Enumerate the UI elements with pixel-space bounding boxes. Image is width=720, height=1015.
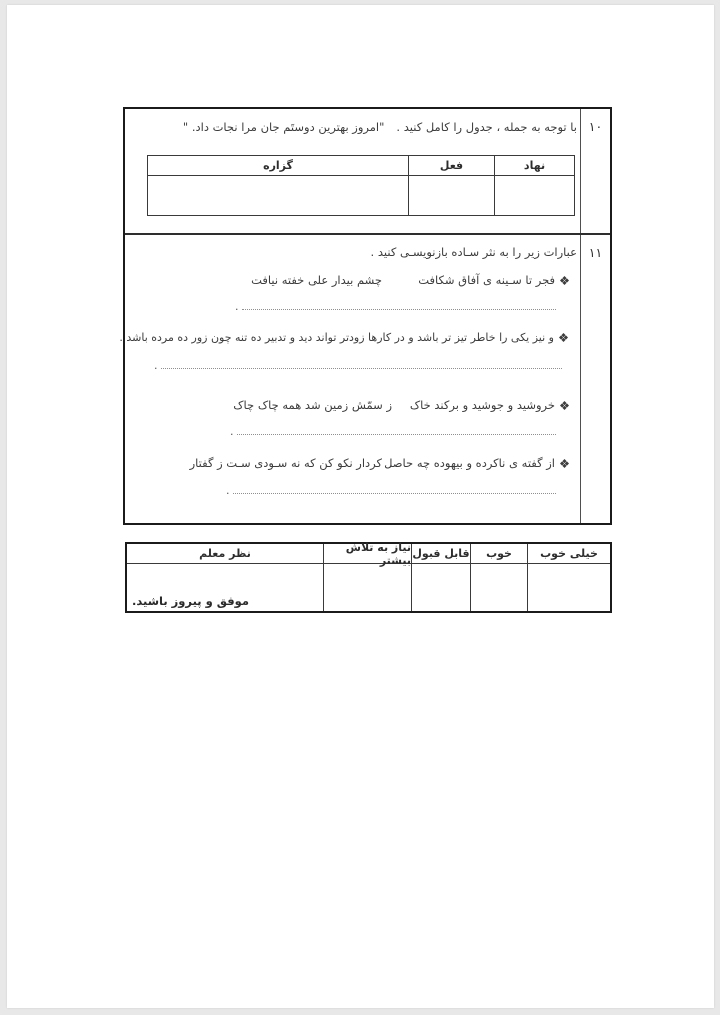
- verse-line-2: [125, 396, 580, 414]
- grammar-header-nahad: نهاد: [494, 156, 574, 175]
- evaluation-table: [125, 542, 612, 613]
- verse-1-left-hemistich: چشم بیدار علی خفته نیافت: [251, 273, 382, 287]
- bullet-icon: [559, 333, 568, 342]
- evaluation-header-row: [127, 540, 610, 567]
- grammar-table-answer-row: [148, 176, 574, 215]
- question-11-instruction: عبارات زیر را به نثر سـاده بازنویسـی کنید .: [370, 245, 577, 259]
- dotted-rule: [237, 422, 557, 435]
- verse-line-1: [125, 271, 580, 289]
- prose-line: و نیز یکی را خاطر تیز تر باشد و در کارها زودتر تواند دید و تدبیر ده تنه چون زور ده مرده باشد .: [128, 329, 568, 347]
- worksheet-page: [7, 5, 714, 1008]
- answer-line-1: [235, 298, 556, 313]
- evaluation-cell-acceptable: [411, 564, 470, 611]
- answer-period: .: [154, 359, 158, 372]
- grammar-header-feel: فعل: [408, 156, 494, 175]
- answer-period: .: [226, 484, 230, 497]
- grammar-table: [147, 155, 575, 216]
- verse-1-right-hemistich: فجر تا سـینه ی آفاق شکافت: [418, 271, 569, 289]
- question-10-quote: "امروز بهترین دوستَم جان مرا نجات داد. ": [182, 120, 385, 134]
- verse-line-3: [125, 454, 580, 472]
- verse-3-left-hemistich: کردار نکو کن که نه سـودی سـت ز گفتار: [189, 456, 382, 470]
- answer-period: .: [230, 425, 234, 438]
- question-11-section: [119, 235, 610, 523]
- evaluation-header-teacher-comment: نظر معلم: [199, 547, 251, 560]
- evaluation-header-excellent: خیلی خوب: [527, 544, 610, 563]
- bullet-icon: [560, 276, 569, 285]
- answer-period: .: [235, 300, 239, 313]
- evaluation-header-acceptable: قابل قبول: [411, 544, 470, 563]
- question-11-number: ۱۱: [580, 235, 610, 523]
- answer-line-3: [230, 423, 556, 438]
- evaluation-answer-row: [127, 564, 610, 611]
- teacher-note: موفق و پیروز باشید.: [132, 594, 249, 608]
- grammar-answer-cell-nahad: [494, 176, 574, 215]
- dotted-rule: [161, 356, 563, 369]
- answer-line-4: [226, 482, 556, 497]
- grammar-answer-cell-feel: [408, 176, 494, 215]
- question-10-content: [125, 109, 580, 233]
- bullet-icon: [560, 459, 569, 468]
- verse-2-right-hemistich: خروشید و جوشید و برکند خاک: [410, 396, 569, 414]
- evaluation-cell-good: [470, 564, 527, 611]
- evaluation-header-needs-effort: نیاز به تلاش بیشتر: [323, 544, 411, 563]
- grammar-header-gozare: گزاره: [263, 159, 293, 172]
- bullet-icon: [560, 401, 569, 410]
- question-10-instruction: با توجه به جمله ، جدول را کامل کنید .: [396, 120, 577, 134]
- questions-box: [119, 107, 612, 525]
- dotted-rule: [242, 297, 557, 310]
- evaluation-cell-needs-effort: [323, 564, 411, 611]
- question-11-content: [119, 235, 580, 523]
- evaluation-header-good: خوب: [470, 544, 527, 563]
- grammar-answer-cell-gozare: [148, 176, 408, 215]
- question-10-number: ۱۰: [580, 109, 610, 233]
- grammar-table-header-row: [148, 156, 574, 176]
- verse-3-right-hemistich: از گفته ی ناکرده و بیهوده چه حاصل: [384, 454, 569, 472]
- evaluation-cell-teacher-comment: [127, 564, 323, 611]
- question-10-section: [125, 109, 610, 235]
- dotted-rule: [233, 481, 557, 494]
- evaluation-cell-excellent: [527, 564, 610, 611]
- verse-2-left-hemistich: ز سمّش زمین شد همه چاک چاک: [233, 398, 392, 412]
- answer-line-2: [154, 357, 562, 372]
- question-10-text: [183, 118, 577, 136]
